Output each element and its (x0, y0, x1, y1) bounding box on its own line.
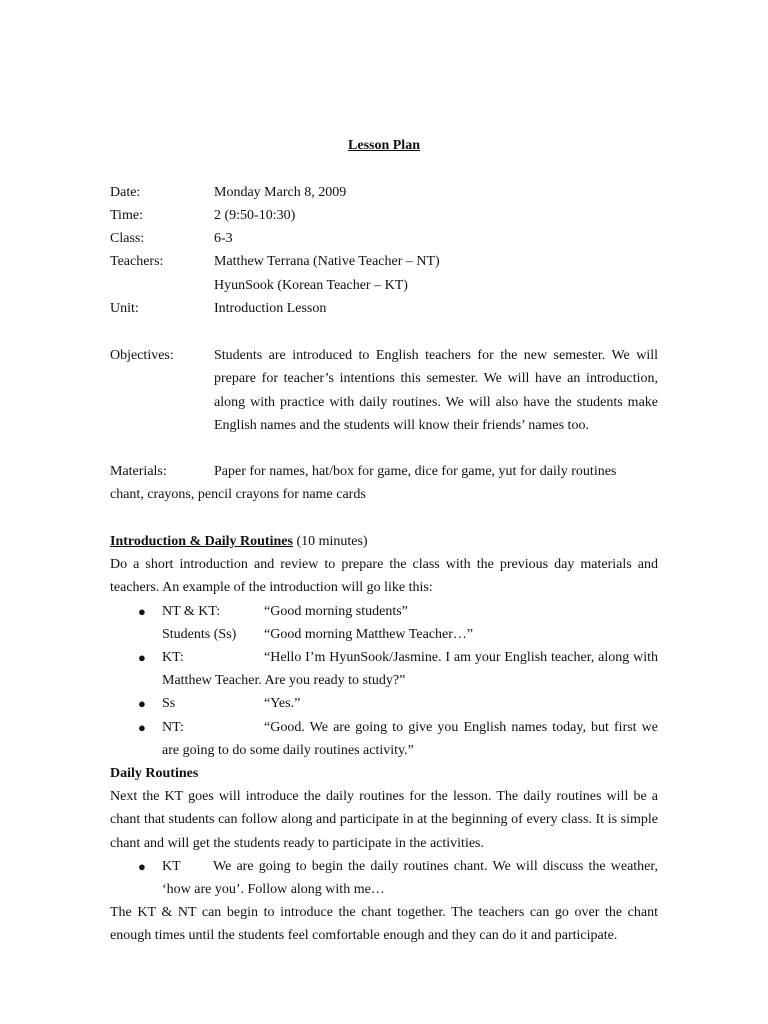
dialogue-speaker: Students (Ss) (162, 627, 237, 642)
daily-text: Next the KT goes will introduce the daily routines for the lesson. The daily routines will be a chant that students can follow along and participate in at the beginning of every class. It is simple chant and will get the students ready to participate in the activities. (110, 789, 658, 851)
daily-bullet-text: We are going to begin the daily routines chant. We will discuss the weather, ‘how are you’. Follow along with me… (162, 859, 658, 898)
teacher-1: Matthew Terrana (Native Teacher – NT) (214, 254, 440, 269)
intro-text: Do a short introduction and review to prepare the class with the previous day materials and teachers. An example of the introduction will go like this: (110, 557, 658, 596)
dialogue-line: “Hello I’m HyunSook/Jasmine. I am your English teacher, along with Matthew Teacher. Are you ready to study?” (162, 650, 658, 689)
class-label: Class: (110, 231, 145, 246)
materials-line-2: chant, crayons, pencil crayons for name cards (110, 487, 366, 502)
materials-line-1: Paper for names, hat/box for game, dice for game, yut for daily routines (214, 464, 617, 479)
objectives-text: Students are introduced to English teachers for the new semester. We will prepare for teacher’s intentions this semester. We will have an introduction, along with practice with daily routines. We will also have the students make English names and the students will know their friends’ names too. (214, 348, 658, 433)
daily-heading: Daily Routines (110, 766, 199, 781)
dialogue-speaker: NT: (162, 720, 184, 735)
bullet-icon: ● (138, 604, 146, 619)
time-label: Time: (110, 208, 143, 223)
objectives-label: Objectives: (110, 348, 174, 363)
time-value: 2 (9:50-10:30) (214, 208, 296, 223)
unit-label: Unit: (110, 301, 139, 316)
page-title: Lesson Plan (348, 138, 420, 153)
dialogue-line: “Good. We are going to give you English names today, but first we are going to do some daily routines activity.” (162, 720, 658, 759)
dialogue-line: “Good morning students” (264, 604, 408, 619)
intro-duration: (10 minutes) (292, 534, 368, 549)
dialogue-speaker: NT & KT: (162, 604, 221, 619)
dialogue-line: “Good morning Matthew Teacher…” (264, 627, 474, 642)
class-value: 6-3 (214, 231, 233, 246)
bullet-icon: ● (138, 859, 146, 874)
closing-text: The KT & NT can begin to introduce the chant together. The teachers can go over the chant enough times until the students feel comfortable enough and they can do it and participate. (110, 905, 658, 944)
bullet-icon: ● (138, 696, 146, 711)
daily-bullet-speaker: KT (162, 859, 181, 874)
intro-heading-row (110, 530, 658, 553)
intro-heading: Introduction & Daily Routines (110, 534, 293, 549)
materials-label: Materials: (110, 464, 167, 479)
dialogue-speaker: Ss (162, 696, 176, 711)
teachers-label: Teachers: (110, 254, 164, 269)
date-value: Monday March 8, 2009 (214, 185, 347, 200)
teacher-2: HyunSook (Korean Teacher – KT) (214, 278, 408, 293)
bullet-icon: ● (138, 720, 146, 735)
bullet-icon: ● (138, 650, 146, 665)
date-label: Date: (110, 185, 141, 200)
dialogue-line: “Yes.” (264, 696, 301, 711)
dialogue-speaker: KT: (162, 650, 184, 665)
unit-value: Introduction Lesson (214, 301, 327, 316)
